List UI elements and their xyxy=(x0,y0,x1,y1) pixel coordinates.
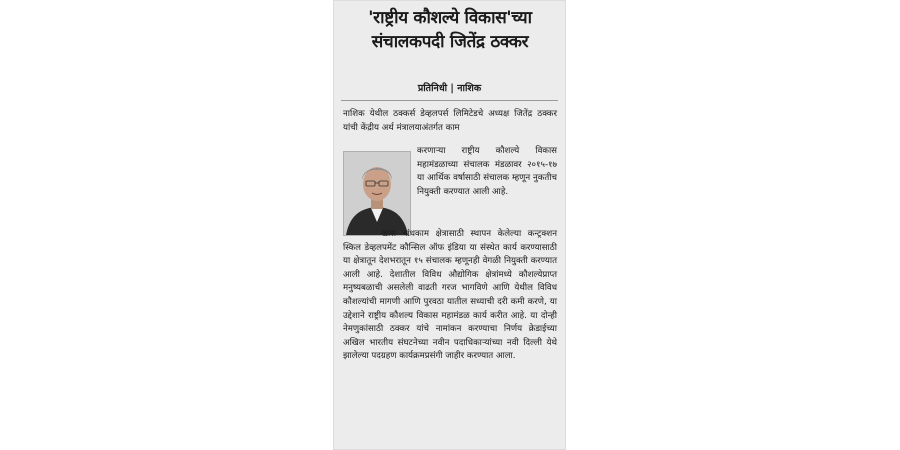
paragraph-2: करणाऱ्या राष्ट्रीय कौशल्ये विकास महामंडळाच्या संचालक मंडळावर २०१५-१७ या आर्थिक वर्षासाठी संचालक म्हणून नुकतीच नियुक्ती करण्यात आली आहे. xyxy=(417,146,557,197)
headline xyxy=(339,6,561,54)
headline-line-2: संचालकपदी जितेंद्र ठक्कर xyxy=(371,32,529,52)
portrait-photo xyxy=(343,151,411,236)
divider xyxy=(341,100,558,101)
headline-line-1: 'राष्ट्रीय कौशल्ये विकास'च्या xyxy=(368,8,532,28)
newspaper-clipping xyxy=(333,0,566,450)
paragraph-3: खास बांधकाम क्षेत्रासाठी स्थापन केलेल्या कन्ट्रक्शन स्किल डेव्हलपमेंट कौन्सिल ऑफ इंडिया या संस्थेत कार्य करण्यासाठी या क्षेत्रातून देशभरातून १५ संचालक म्हणूनही वेगळी नियुक्ती करण्यात आली आहे. देशातील विविध औद्योगिक क्षेत्रांमध्ये कौशल्येप्राप्त मनुष्यबळाची असलेली वाढती गरज भागविणे आणि येथील विविध कौशल्यांची मागणी आणि पुरवठा यातील सध्याची दरी कमी करणे, या उद्देशाने राष्ट्रीय कौशल्य विकास महामंडळ कार्य करीत आहे. या दोन्ही नेमणुकांसाठी ठक्कर यांचे नामांकन करण्याचा निर्णय क्रेडाईच्या अखिल भारतीय संघटनेच्या नवीन पदाधिकाऱ्यांच्या नवी दिल्ली येथे झालेल्या पदग्रहण कार्यक्रमप्रसंगी जाहीर करण्यात आला. xyxy=(343,229,557,362)
portrait-image xyxy=(344,152,410,235)
byline: प्रतिनिधी | नाशिक xyxy=(417,83,482,94)
paragraph-1: नाशिक येथील ठक्कर्स डेव्हलपर्स लिमिटेडचे अध्यक्ष जितेंद्र ठक्कर यांची केंद्रीय अर्थ मंत्रालयाअंतर्गत काम xyxy=(343,109,557,133)
